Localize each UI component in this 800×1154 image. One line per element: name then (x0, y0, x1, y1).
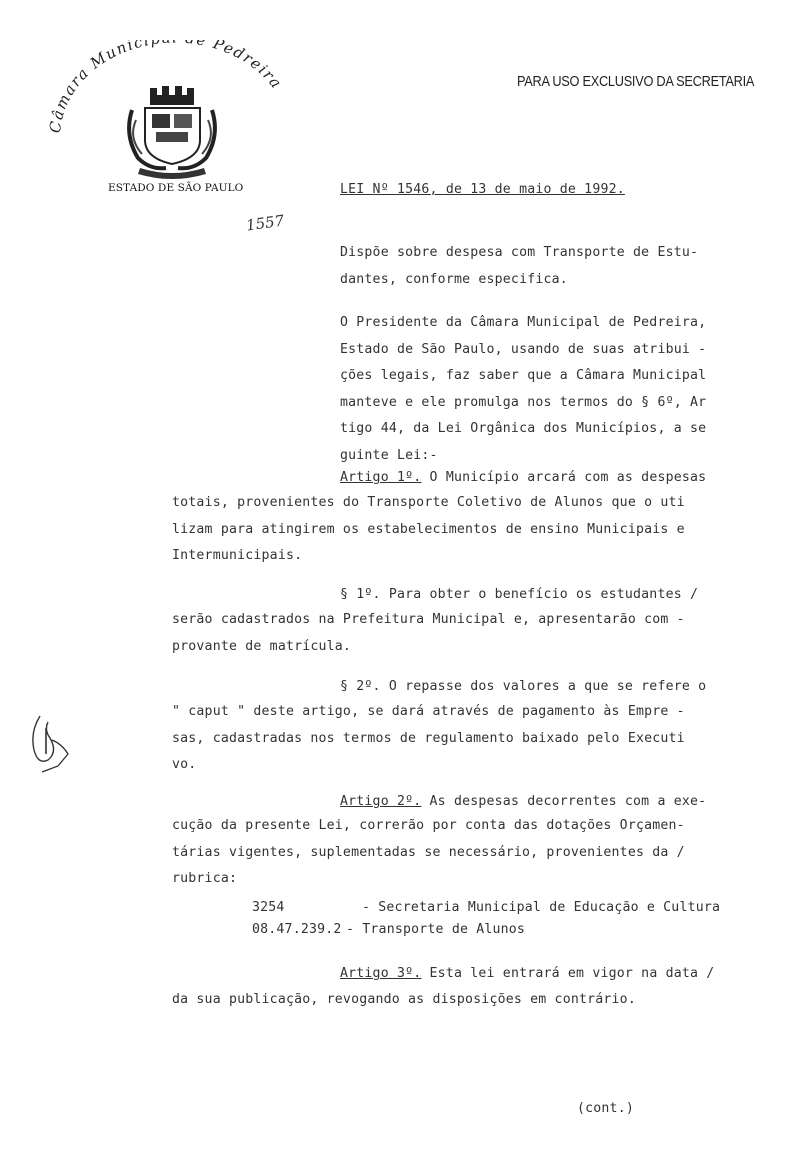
rubrica-code: 3254 (252, 900, 285, 915)
par2-first-line: § 2º. O repasse dos valores a que se refere o (340, 679, 707, 694)
rubrica-desc: - Transporte de Alunos (346, 922, 526, 937)
par2-line: " caput " deste artigo, se dará através de pagamento às Empre - (172, 704, 685, 719)
art3-first-line (340, 966, 714, 981)
art1-body (172, 490, 685, 570)
art2-line: cução da presente Lei, correrão por conta das dotações Orçamen- (172, 818, 685, 833)
rubrica-desc: - Secretaria Municipal de Educação e Cultura (362, 900, 721, 915)
art1-line: totais, provenientes do Transporte Coletivo de Alunos que o uti (172, 495, 685, 510)
art3-body (172, 987, 636, 1014)
par1-first-line: § 1º. Para obter o benefício os estudantes / (340, 587, 699, 602)
initials-scribble (28, 710, 73, 775)
art2-line: rubrica: (172, 871, 238, 886)
secretaria-notice: PARA USO EXCLUSIVO DA SECRETARIA (517, 74, 755, 90)
preamble (340, 310, 706, 469)
par1-body (172, 607, 685, 660)
seal-graphic (40, 40, 300, 190)
par2-line: sas, cadastradas nos termos de regulamento baixado pelo Executi (172, 730, 685, 746)
svg-text:Câmara Municipal de Pedreira: Câmara Munici e Pedreira (45, 40, 286, 134)
art1-text: O Município arcará com as despesas (421, 470, 707, 485)
continuation-note: (cont.) (577, 1101, 634, 1116)
preamble-line: tigo 44, da Lei Orgânica dos Municípios, a se (340, 421, 707, 436)
art2-body (172, 813, 685, 893)
par2-body (172, 699, 685, 779)
preamble-line: manteve e ele promulga nos termos do § 6º, Ar (340, 394, 707, 410)
art2-text: As despesas decorrentes com a exe- (421, 794, 707, 809)
ementa-line: dantes, conforme especifica. (340, 271, 568, 287)
art3-line: da sua publicação, revogando as disposições em contrário. (172, 992, 636, 1007)
art2-label: Artigo 2º. (340, 794, 422, 809)
law-title: LEI Nº 1546, de 13 de maio de 1992. (340, 182, 625, 197)
handwritten-page-mark: 1557 (244, 211, 286, 235)
state-label: ESTADO DE SÃO PAULO (108, 182, 244, 194)
preamble-line: ções legais, faz saber que a Câmara Municipal (340, 368, 707, 383)
preamble-line: O Presidente da Câmara Municipal de Pedreira, (340, 315, 707, 330)
ementa-line: Dispõe sobre despesa com Transporte de Estu- (340, 245, 699, 260)
rubrica-code: 08.47.239.2 (252, 922, 342, 937)
ementa (340, 240, 698, 293)
margin-initials (28, 710, 73, 775)
art2-first-line (340, 794, 706, 809)
art1-first-line (340, 470, 706, 485)
art3-text: Esta lei entrará em vigor na data / (421, 966, 715, 981)
par1-line: provante de matrícula. (172, 638, 352, 654)
preamble-line: guinte Lei:- (340, 447, 438, 463)
preamble-line: Estado de São Paulo, usando de suas atribui - (340, 341, 707, 357)
art1-label: Artigo 1º. (340, 470, 422, 485)
par2-line: vo. (172, 757, 197, 772)
art3-label: Artigo 3º. (340, 966, 422, 981)
par1-line: serão cadastrados na Prefeitura Municipal e, apresentarão com - (172, 612, 685, 627)
art1-line: lizam para atingirem os estabelecimentos de ensino Municipais e (172, 521, 685, 537)
art2-line: tárias vigentes, suplementadas se necessário, provenientes da / (172, 844, 685, 860)
municipal-seal (40, 40, 300, 190)
art1-line: Intermunicipais. (172, 548, 303, 563)
